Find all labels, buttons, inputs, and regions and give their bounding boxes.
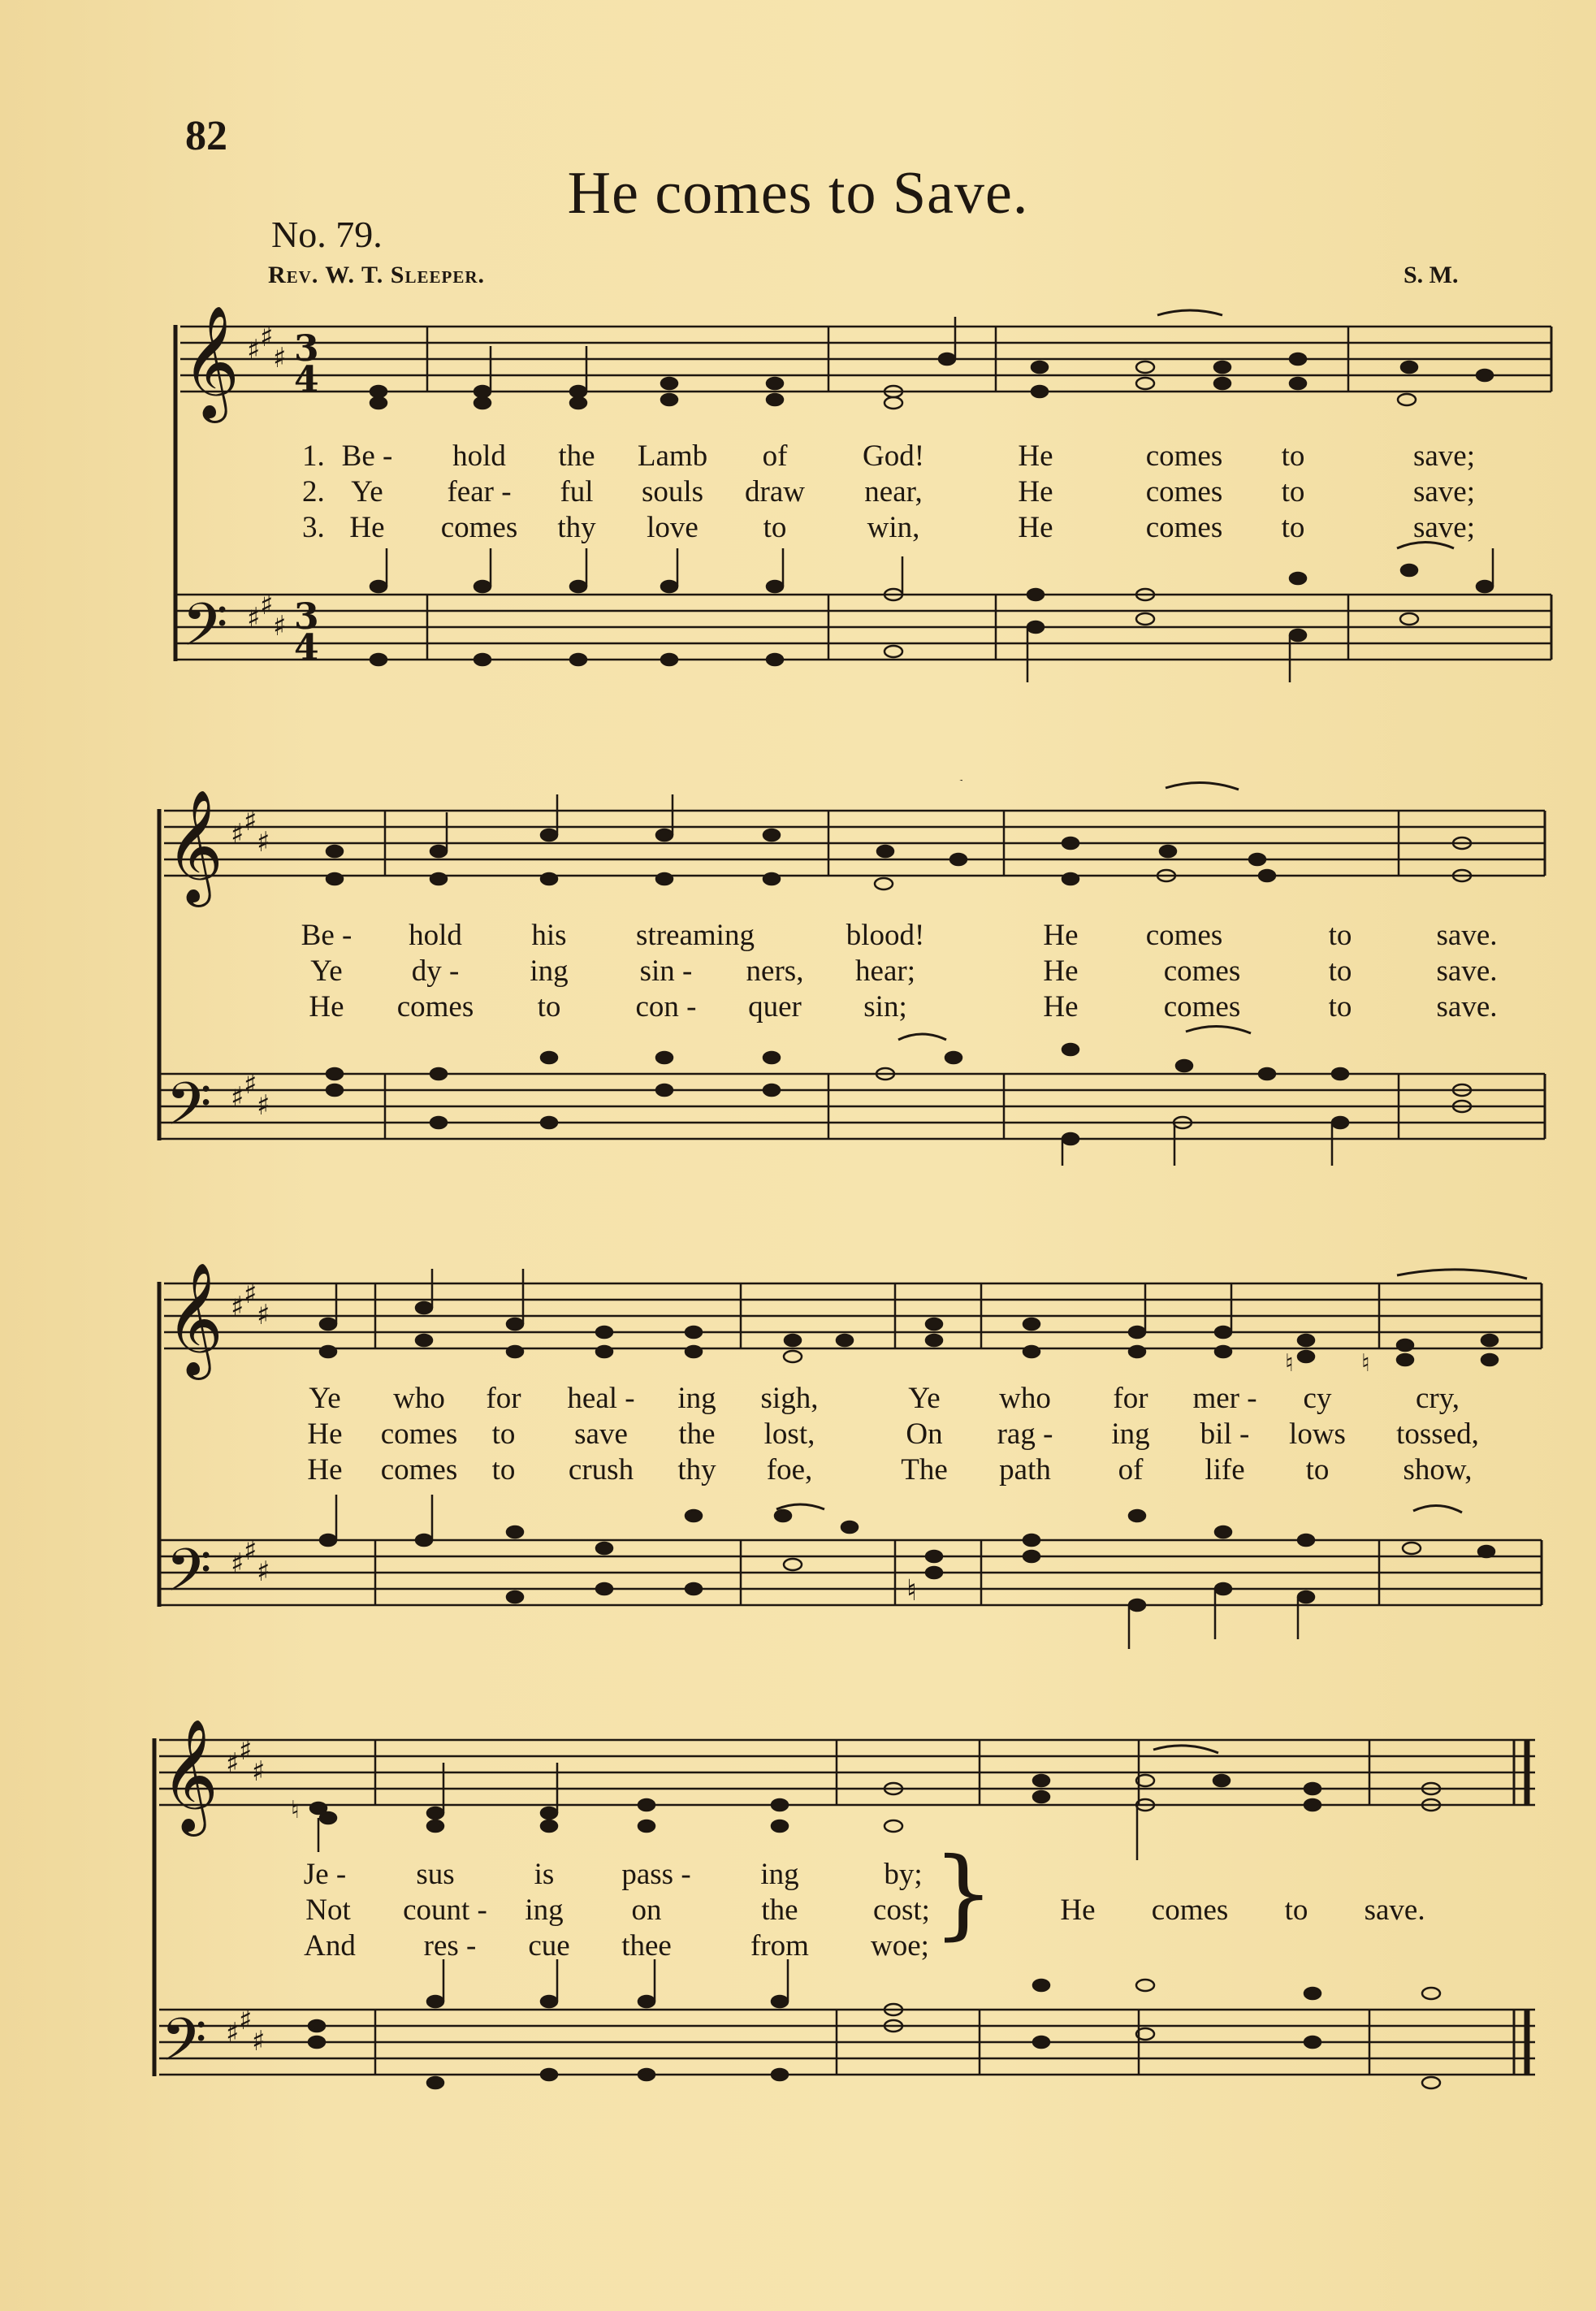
svg-text:♯: ♯	[257, 1089, 270, 1122]
lyric-syllable: life	[1205, 1453, 1245, 1487]
lyric-syllable: comes	[440, 511, 518, 544]
lyric-syllable: The	[901, 1453, 948, 1487]
lyric-syllable: save	[574, 1417, 628, 1451]
lyric-syllable: to	[1328, 954, 1352, 988]
lyric-syllable: of	[762, 439, 788, 473]
refrain-text: He comes to save.	[1060, 1893, 1425, 1927]
lyric-syllable: to	[491, 1417, 516, 1451]
svg-text:♮: ♮	[291, 1796, 300, 1824]
svg-text:♯: ♯	[244, 1278, 257, 1310]
svg-text:𝄢: 𝄢	[161, 2005, 207, 2088]
lyric-syllable: Be -	[301, 919, 353, 952]
svg-text:♯: ♯	[226, 2017, 240, 2049]
lyric-syllable: He	[1018, 475, 1053, 509]
verse-number-1: 1.	[302, 439, 325, 473]
lyric-syllable: heal -	[567, 1382, 635, 1415]
lyric-syllable: cost;	[873, 1893, 930, 1927]
lyric-syllable: to	[1328, 990, 1352, 1024]
lyric-syllable: his	[531, 919, 567, 952]
page-number: 82	[185, 113, 227, 159]
lyric-syllable: He	[1043, 919, 1079, 952]
lyric-syllable: dy -	[411, 954, 460, 988]
lyric-syllable: ing	[760, 1858, 799, 1891]
lyric-syllable: thy	[557, 511, 596, 544]
lyric-syllable: comes	[1145, 475, 1223, 509]
lyric-syllable: ing	[1111, 1417, 1150, 1451]
lyric-syllable: On	[906, 1417, 943, 1451]
lyric-syllable: save;	[1412, 439, 1476, 473]
lyric-syllable: hear;	[855, 954, 915, 988]
svg-text:♯: ♯	[231, 1291, 244, 1323]
svg-text:♯: ♯	[239, 2004, 253, 2036]
svg-text:♯: ♯	[260, 589, 274, 621]
lyric-syllable: sin;	[863, 990, 907, 1024]
lyric-syllable: who	[999, 1382, 1051, 1415]
lyric-syllable: comes	[380, 1453, 458, 1487]
lyric-syllable: from	[750, 1929, 809, 1963]
lyric-syllable: He	[349, 511, 385, 544]
svg-text:3: 3	[294, 328, 319, 370]
lyric-syllable: ing	[677, 1382, 716, 1415]
lyric-syllable: ing	[525, 1893, 564, 1927]
lyric-syllable: comes	[1163, 990, 1241, 1024]
lyric-syllable: Ye	[310, 954, 343, 988]
lyric-syllable: draw	[745, 475, 805, 509]
lyric-syllable: Be -	[341, 439, 393, 473]
lyric-syllable: comes	[1145, 919, 1223, 952]
lyric-syllable: Ye	[309, 1382, 341, 1415]
verse-number-3: 3.	[302, 511, 325, 544]
lyric-syllable: for	[486, 1382, 521, 1415]
lyric-syllable: to	[1305, 1453, 1330, 1487]
svg-text:3: 3	[294, 596, 319, 638]
lyric-syllable: res -	[423, 1929, 477, 1963]
lyric-syllable: And	[304, 1929, 356, 1963]
lyric-syllable: win,	[867, 511, 920, 544]
lyric-syllable: He	[307, 1453, 343, 1487]
lyric-syllable: quer	[748, 990, 802, 1024]
lyric-syllable: to	[1328, 919, 1352, 952]
lyric-syllable: count -	[403, 1893, 487, 1927]
svg-text:♮: ♮	[1361, 1349, 1370, 1378]
svg-text:♯: ♯	[257, 826, 270, 859]
lyric-syllable: He	[1043, 990, 1079, 1024]
lyric-syllable: to	[491, 1453, 516, 1487]
lyric-syllable: comes	[396, 990, 474, 1024]
lyric-syllable: Je -	[303, 1858, 347, 1891]
verse-number-2: 2.	[302, 475, 325, 509]
lyric-syllable: thee	[621, 1929, 672, 1963]
svg-text:♯: ♯	[231, 1081, 244, 1114]
lyric-syllable: love	[647, 511, 699, 544]
lyric-syllable: save.	[1436, 954, 1498, 988]
lyric-syllable: the	[558, 439, 595, 473]
lyric-syllable: comes	[1163, 954, 1241, 988]
lyric-syllable: lows	[1289, 1417, 1346, 1451]
lyric-syllable: save.	[1436, 919, 1498, 952]
svg-text:♮: ♮	[906, 1574, 917, 1608]
lyric-syllable: of	[1118, 1453, 1144, 1487]
svg-text:♯: ♯	[231, 1547, 244, 1580]
lyric-syllable: the	[761, 1893, 798, 1927]
lyric-syllable: to	[537, 990, 561, 1024]
svg-text:𝄞: 𝄞	[166, 1262, 223, 1375]
lyric-syllable: thy	[677, 1453, 716, 1487]
lyric-syllable: He	[309, 990, 344, 1024]
lyric-syllable: show,	[1403, 1453, 1473, 1487]
lyric-syllable: who	[393, 1382, 445, 1415]
lyric-syllable: cue	[528, 1929, 570, 1963]
svg-text:𝄞: 𝄞	[161, 1719, 218, 1832]
lyric-syllable: save;	[1412, 511, 1476, 544]
svg-text:♯: ♯	[252, 2025, 266, 2058]
lyric-syllable: hold	[409, 919, 462, 952]
lyric-syllable: crush	[568, 1453, 634, 1487]
svg-text:𝄞: 𝄞	[182, 305, 240, 418]
lyric-syllable: save.	[1436, 990, 1498, 1024]
lyric-syllable: Ye	[908, 1382, 941, 1415]
lyric-syllable: cy	[1303, 1382, 1332, 1415]
lyric-syllable: hold	[452, 439, 506, 473]
lyric-syllable: save;	[1412, 475, 1476, 509]
svg-text:♯: ♯	[252, 1755, 266, 1788]
lyric-syllable: sus	[416, 1858, 455, 1891]
lyric-syllable: souls	[641, 475, 704, 509]
lyric-syllable: the	[678, 1417, 716, 1451]
lyric-syllable: Not	[305, 1893, 351, 1927]
svg-text:♯: ♯	[257, 1556, 270, 1588]
lyric-syllable: to	[763, 511, 787, 544]
lyric-syllable: ners,	[746, 954, 804, 988]
svg-text:𝄢: 𝄢	[182, 590, 228, 673]
svg-text:♯: ♯	[231, 818, 244, 850]
svg-text:♯: ♯	[244, 1068, 257, 1101]
svg-text:4: 4	[294, 359, 319, 400]
lyric-syllable: ing	[530, 954, 569, 988]
lyric-syllable: sin -	[639, 954, 693, 988]
svg-text:𝄢: 𝄢	[166, 1069, 212, 1153]
lyric-syllable: for	[1113, 1382, 1148, 1415]
lyric-syllable: comes	[1145, 511, 1223, 544]
lyric-syllable: to	[1281, 511, 1305, 544]
lyric-syllable: to	[1281, 439, 1305, 473]
lyric-syllable: mer -	[1192, 1382, 1257, 1415]
lyric-syllable: Ye	[351, 475, 383, 509]
svg-text:♯: ♯	[244, 1534, 257, 1567]
svg-text:♯: ♯	[273, 342, 287, 374]
svg-text:♯: ♯	[247, 602, 261, 634]
hymn-number: No. 79.	[271, 214, 383, 255]
svg-text:♯: ♯	[226, 1747, 240, 1780]
lyric-syllable: Lamb	[637, 439, 708, 473]
lyric-syllable: bil -	[1200, 1417, 1250, 1451]
lyric-syllable: tossed,	[1396, 1417, 1479, 1451]
lyric-syllable: He	[307, 1417, 343, 1451]
lyric-syllable: rag -	[997, 1417, 1053, 1451]
svg-text:♯: ♯	[257, 1299, 270, 1331]
lyric-syllable: lost,	[763, 1417, 815, 1451]
lyric-syllable: He	[1043, 954, 1079, 988]
svg-text:♯: ♯	[244, 805, 257, 837]
svg-text:𝄞: 𝄞	[166, 790, 223, 902]
lyric-syllable: comes	[380, 1417, 458, 1451]
lyric-syllable: God!	[862, 439, 925, 473]
lyric-syllable: He	[1018, 511, 1053, 544]
lyric-syllable: on	[631, 1893, 662, 1927]
lyric-syllable: con -	[635, 990, 697, 1024]
lyric-syllable: streaming	[636, 919, 755, 952]
svg-text:♯: ♯	[273, 610, 287, 643]
svg-text:♯: ♯	[247, 334, 261, 366]
lyric-syllable: to	[1281, 475, 1305, 509]
lyric-syllable: fear -	[447, 475, 512, 509]
lyric-syllable: blood!	[846, 919, 925, 952]
svg-text:𝄢: 𝄢	[166, 1535, 212, 1619]
lyric-syllable: path	[999, 1453, 1051, 1487]
lyric-syllable: comes	[1145, 439, 1223, 473]
lyric-syllable: ful	[560, 475, 594, 509]
svg-text:♮: ♮	[1285, 1349, 1294, 1378]
svg-text:♯: ♯	[239, 1734, 253, 1767]
lyric-syllable: by;	[884, 1858, 923, 1891]
lyric-syllable: He	[1018, 439, 1053, 473]
lyric-syllable: foe,	[766, 1453, 813, 1487]
verse-brace: }	[932, 1837, 995, 1950]
lyric-syllable: near,	[864, 475, 923, 509]
lyric-syllable: sigh,	[760, 1382, 819, 1415]
author-credit: Rev. W. T. Sleeper.	[268, 262, 485, 288]
lyric-syllable: is	[534, 1858, 555, 1891]
lyric-syllable: cry,	[1415, 1382, 1460, 1415]
svg-text:4: 4	[294, 627, 319, 669]
meter: S. M.	[1404, 262, 1459, 288]
svg-text:♯: ♯	[260, 321, 274, 353]
lyric-syllable: pass -	[621, 1858, 691, 1891]
hymn-title: He comes to Save.	[567, 160, 1029, 227]
lyric-syllable: woe;	[871, 1929, 929, 1963]
